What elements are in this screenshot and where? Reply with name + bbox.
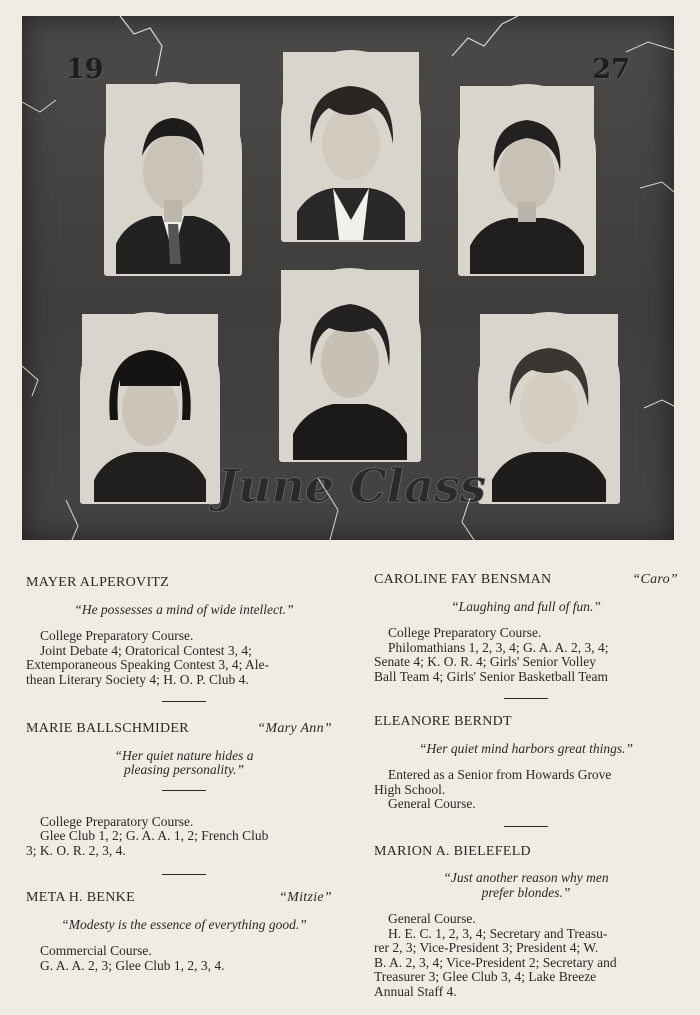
entry-line: College Preparatory Course.: [40, 813, 194, 829]
entry-motto: “Laughing and full of fun.”: [451, 598, 601, 614]
divider: [162, 874, 206, 875]
entry-name: META H. BENKE: [26, 890, 135, 905]
entry-line: Entered as a Senior from Howards Grove: [388, 767, 612, 782]
entry-line: Joint Debate 4; Oratorical Contest 3, 4;: [40, 642, 252, 658]
entry-line: Annual Staff 4.: [374, 983, 457, 999]
divider: [162, 790, 206, 791]
entry-line: Commercial Course.: [40, 943, 152, 958]
entry-motto: “Just another reason why men prefer blondes.”: [443, 870, 609, 900]
entry-nickname: “Mitzie”: [279, 890, 332, 905]
divider: [162, 701, 206, 702]
entry-line: Philomathians 1, 2, 3, 4; G. A. A. 2, 3, 4;: [388, 639, 609, 655]
entry-line: Glee Club 1, 2; G. A. A. 1, 2; French Club: [40, 828, 269, 843]
entry-line: G. A. A. 2, 3; Glee Club 1, 2, 3, 4.: [40, 957, 225, 973]
entry-line: Treasurer 3; Glee Club 3, 4; Lake Breeze: [374, 969, 597, 984]
entry-motto: “Her quiet mind harbors great things.”: [418, 740, 634, 756]
entry-bensman: [374, 573, 678, 699]
entry-berndt: [374, 715, 678, 827]
class-photo-panel: [22, 16, 674, 540]
portrait-bielefeld: [478, 312, 620, 504]
entry-name: MARION A. BIELEFELD: [374, 843, 531, 859]
year-left: 19: [66, 54, 104, 85]
entry-line: 3; K. O. R. 2, 3, 4.: [26, 842, 126, 858]
left-column: [26, 576, 342, 973]
entry-line: Ball Team 4; Girls' Senior Basketball Team: [374, 668, 609, 684]
right-column: [374, 573, 678, 999]
entry-line: General Course.: [388, 911, 476, 926]
entry-motto: “Her quiet nature hides a pleasing personality.”: [114, 747, 254, 777]
june-class-title: [216, 444, 486, 524]
portrait-bensman: [281, 50, 421, 242]
entry-line: rer 2, 3; Vice-President 3; President 4; W.: [374, 940, 599, 955]
entry-line: General Course.: [388, 796, 476, 811]
divider: [504, 826, 548, 827]
entry-line: B. A. 2, 3, 4; Vice-President 2; Secretary and: [374, 954, 617, 970]
portrait-alperovitz: [104, 82, 242, 276]
portrait-ballschmider: [80, 312, 220, 504]
entry-bielefeld: [374, 845, 678, 1000]
portrait-benke: [279, 268, 421, 462]
entry-benke: [26, 891, 342, 973]
entry-line: High School.: [374, 781, 446, 797]
entry-name: CAROLINE FAY BENSMAN: [374, 572, 552, 587]
year-right: 27: [592, 54, 630, 85]
entry-line: H. E. C. 1, 2, 3, 4; Secretary and Treasu-: [388, 925, 608, 941]
entry-line: College Preparatory Course.: [388, 625, 542, 640]
entry-nickname: “Mary Ann”: [257, 721, 332, 736]
class-title-text: June Class: [216, 459, 486, 513]
entry-name: MARIE BALLSCHMIDER: [26, 721, 189, 736]
entry-line: Senate 4; K. O. R. 4; Girls' Senior Volley: [374, 654, 597, 669]
entry-ballschmider: [26, 722, 342, 875]
entry-line: Extemporaneous Speaking Contest 3, 4; Ale-: [26, 657, 269, 672]
entry-line: thean Literary Society 4; H. O. P. Club 4.: [26, 671, 249, 687]
entry-nickname: “Caro”: [632, 572, 678, 587]
entry-alperovitz: [26, 576, 342, 702]
divider: [504, 698, 548, 699]
entry-name: MAYER ALPEROVITZ: [26, 575, 170, 590]
portrait-berndt: [458, 84, 596, 276]
entry-line: College Preparatory Course.: [40, 628, 194, 643]
entry-name: ELEANORE BERNDT: [374, 714, 512, 729]
entry-motto: “Modesty is the essence of everything good.”: [61, 916, 307, 932]
entry-motto: “He possesses a mind of wide intellect.”: [74, 601, 294, 617]
